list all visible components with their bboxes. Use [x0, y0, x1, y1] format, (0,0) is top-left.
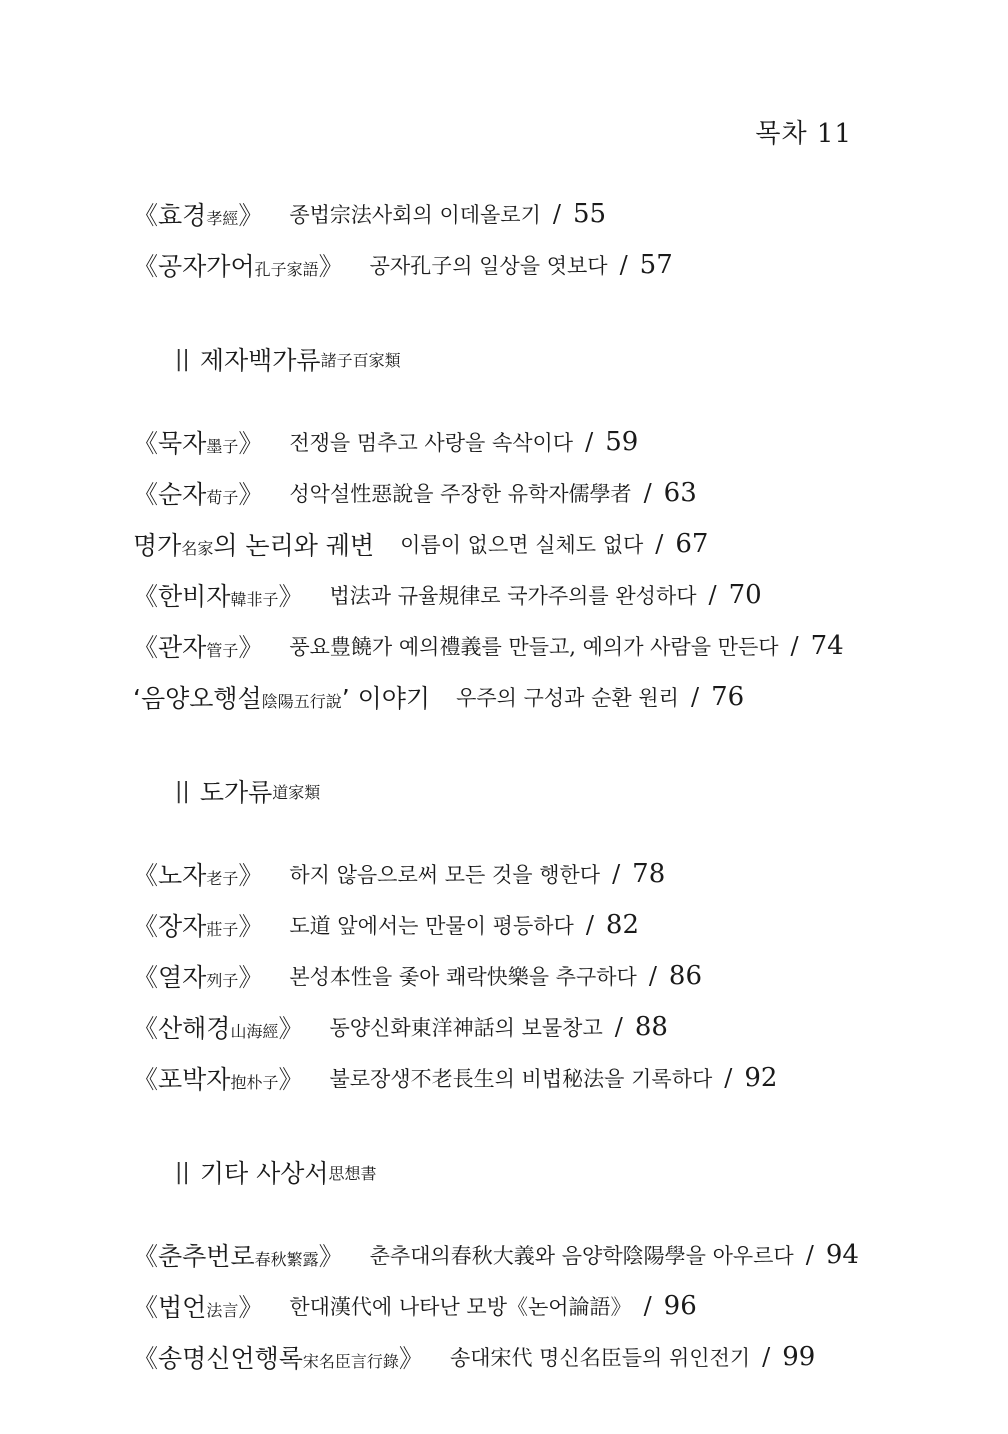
entry-title-close: 》: [238, 428, 264, 458]
section-heading-text: 기타 사상서: [199, 1159, 329, 1188]
entry-title-close: 》: [278, 1064, 304, 1094]
entry-title-hanja: 列子: [206, 970, 239, 990]
entry-title: [133, 1288, 263, 1324]
section-marker: ||: [175, 1159, 190, 1185]
entry-description: 한대漢代에 나타난 모방《논어論語》: [289, 1294, 632, 1319]
toc-entry[interactable]: [133, 1331, 893, 1382]
toc-entry[interactable]: [133, 950, 893, 1001]
entry-description: 종법宗法사회의 이데올로기: [289, 202, 541, 227]
entry-title: [133, 679, 430, 715]
entry-description: 우주의 구성과 순환 원리: [456, 685, 679, 710]
entry-description: 풍요豊饒가 예의禮義를 만들고, 예의가 사람을 만든다: [289, 634, 779, 659]
entry-description: 이름이 없으면 실체도 없다: [400, 532, 644, 557]
entry-separator: /: [619, 250, 628, 279]
toc-entry[interactable]: [133, 848, 893, 899]
toc-entry[interactable]: [133, 620, 893, 671]
entry-description: 법法과 규율規律로 국가주의를 완성하다: [329, 583, 697, 608]
page-header: 목차 11: [755, 119, 852, 149]
entry-title-text: 《춘추번로: [133, 1241, 255, 1271]
entry-title-close: 》: [238, 1292, 264, 1322]
entry-description: 동양신화東洋神話의 보물창고: [329, 1015, 603, 1040]
entry-title-close: 》: [238, 860, 264, 890]
entry-separator: /: [690, 682, 700, 711]
section-heading-hanja: 諸子百家類: [320, 350, 401, 370]
entry-separator: /: [655, 529, 664, 558]
entry-page-number: 88: [634, 1011, 668, 1042]
entry-separator: /: [614, 1012, 623, 1041]
entry-title-close: 》: [238, 632, 264, 662]
toc-entry[interactable]: [133, 188, 893, 239]
entry-title-close: 》: [318, 251, 344, 281]
entry-title-text: 《산해경: [133, 1013, 231, 1043]
entry-title-hanja: 陰陽五行說: [261, 691, 342, 711]
toc-section: [133, 336, 893, 722]
entry-title: [133, 247, 344, 283]
entry-title-text: ‘음양오행설: [133, 683, 262, 713]
entry-title-hanja: 荀子: [206, 487, 239, 507]
entry-title-text: 《묵자: [133, 428, 207, 458]
section-marker: ||: [175, 346, 190, 372]
entry-title: [133, 856, 263, 892]
entry-page-number: 92: [744, 1062, 778, 1093]
entry-page-number: 86: [668, 960, 702, 991]
entry-page-number: 94: [825, 1239, 859, 1270]
toc-entry[interactable]: [133, 467, 893, 518]
entry-title-hanja: 孔子家語: [254, 259, 319, 279]
toc-entry[interactable]: [133, 1001, 893, 1052]
entry-separator: /: [643, 1291, 652, 1320]
section-heading: [133, 336, 893, 382]
entry-page-number: 55: [572, 198, 607, 229]
entry-description: 불로장생不老長生의 비법秘法을 기록하다: [329, 1066, 713, 1091]
entry-page-number: 59: [605, 426, 639, 457]
entry-separator: /: [805, 1240, 814, 1269]
entry-title-hanja: 韓非子: [230, 589, 279, 609]
entry-title-close: 》: [398, 1343, 424, 1373]
entry-separator: /: [648, 961, 657, 990]
entry-title: [133, 907, 263, 943]
entry-separator: /: [762, 1342, 771, 1371]
entry-title-hanja: 名家: [181, 538, 214, 558]
entry-title-text: 《장자: [133, 911, 207, 941]
entry-title-text: 《송명신언행록: [133, 1343, 303, 1373]
entry-title: [133, 475, 263, 511]
entry-title: [133, 1237, 344, 1273]
entry-title: [133, 958, 263, 994]
entry-separator: /: [708, 580, 717, 609]
entry-description: 본성本性을 좇아 쾌락快樂을 추구하다: [289, 964, 637, 989]
entry-description: 하지 않음으로써 모든 것을 행한다: [289, 862, 601, 887]
entry-title-text: 《법언: [133, 1292, 207, 1322]
section-heading-text: 도가류: [199, 778, 273, 807]
entry-title-text: 《노자: [133, 860, 207, 890]
entry-title-hanja: 莊子: [206, 919, 239, 939]
toc-entry[interactable]: [133, 899, 893, 950]
entry-title-hanja: 山海經: [230, 1021, 279, 1041]
entry-page-number: 78: [632, 858, 666, 889]
entry-title-hanja: 春秋繁露: [254, 1249, 319, 1269]
entry-page-number: 76: [711, 681, 745, 712]
entry-description: 춘추대의春秋大義와 음양학陰陽學을 아우르다: [369, 1243, 794, 1268]
entry-title: [133, 628, 263, 664]
toc-entry[interactable]: [133, 1052, 893, 1103]
entry-page-number: 82: [605, 909, 639, 940]
entry-title-hanja: 抱朴子: [230, 1072, 279, 1092]
section-heading-hanja: 道家類: [272, 782, 321, 802]
entry-title-text: 《효경: [133, 200, 207, 230]
entry-title-hanja: 孝經: [206, 208, 239, 228]
entry-title-close: 》: [238, 479, 264, 509]
entry-description: 송대宋代 명신名臣들의 위인전기: [449, 1345, 751, 1370]
entry-page-number: 74: [810, 630, 844, 661]
entry-separator: /: [612, 859, 621, 888]
toc-entry[interactable]: [133, 1280, 893, 1331]
toc-entry[interactable]: [133, 239, 893, 290]
entry-title-close: 》: [238, 200, 264, 230]
toc-section: [133, 768, 893, 1103]
toc-entry[interactable]: [133, 569, 893, 620]
entry-description: 공자孔子의 일상을 엿보다: [369, 253, 608, 278]
toc-entry[interactable]: [133, 518, 893, 569]
section-marker: ||: [175, 778, 190, 804]
entry-separator: /: [552, 199, 561, 228]
entry-title-text: 《공자가어: [133, 251, 255, 281]
entry-page-number: 63: [663, 477, 697, 508]
entry-title-hanja: 墨子: [206, 436, 239, 456]
entry-title: [133, 1060, 303, 1096]
entry-separator: /: [643, 478, 652, 507]
entry-title-close: 의 논리와 궤변: [213, 530, 375, 560]
entry-title: [133, 577, 303, 613]
entry-title: [133, 196, 263, 232]
entry-title-close: 》: [278, 581, 304, 611]
entry-title: [133, 424, 263, 460]
entry-title-text: 《열자: [133, 962, 207, 992]
toc-entry[interactable]: [133, 671, 893, 722]
entry-description: 도道 앞에서는 만물이 평등하다: [289, 913, 574, 938]
entry-title: [133, 1009, 303, 1045]
entry-description: 전쟁을 멈추고 사랑을 속삭이다: [289, 430, 574, 455]
toc-entry[interactable]: [133, 1229, 893, 1280]
entry-title-close: ’ 이야기: [341, 683, 431, 713]
entry-title-hanja: 老子: [206, 868, 239, 888]
entry-page-number: 70: [728, 579, 762, 610]
entry-separator: /: [585, 910, 594, 939]
toc-section: [133, 1149, 893, 1382]
entry-title-text: 《순자: [133, 479, 207, 509]
section-heading: [133, 768, 893, 814]
section-heading-hanja: 思想書: [328, 1163, 377, 1183]
entry-title-text: 《관자: [133, 632, 207, 662]
entry-title-text: 《포박자: [133, 1064, 231, 1094]
section-heading: [133, 1149, 893, 1195]
toc-entry[interactable]: [133, 416, 893, 467]
entry-title: [133, 1339, 424, 1375]
entry-title: [133, 526, 374, 562]
entry-separator: /: [790, 631, 799, 660]
entry-separator: /: [724, 1063, 733, 1092]
section-heading-text: 제자백가류: [199, 346, 321, 375]
entry-page-number: 57: [639, 249, 673, 280]
toc-section: [133, 188, 893, 290]
entry-title-close: 》: [238, 962, 264, 992]
entry-title-hanja: 管子: [206, 640, 239, 660]
entry-title-hanja: 法言: [206, 1300, 239, 1320]
table-of-contents: [133, 188, 893, 1382]
entry-title-close: 》: [318, 1241, 344, 1271]
entry-title-hanja: 宋名臣言行錄: [302, 1351, 399, 1371]
entry-page-number: 99: [782, 1341, 816, 1372]
entry-page-number: 96: [663, 1290, 697, 1321]
entry-description: 성악설性惡說을 주장한 유학자儒學者: [289, 481, 632, 506]
entry-title-text: 명가: [133, 530, 182, 560]
entry-separator: /: [585, 427, 594, 456]
entry-title-text: 《한비자: [133, 581, 231, 611]
entry-page-number: 67: [675, 528, 709, 559]
entry-title-close: 》: [238, 911, 264, 941]
entry-title-close: 》: [278, 1013, 304, 1043]
